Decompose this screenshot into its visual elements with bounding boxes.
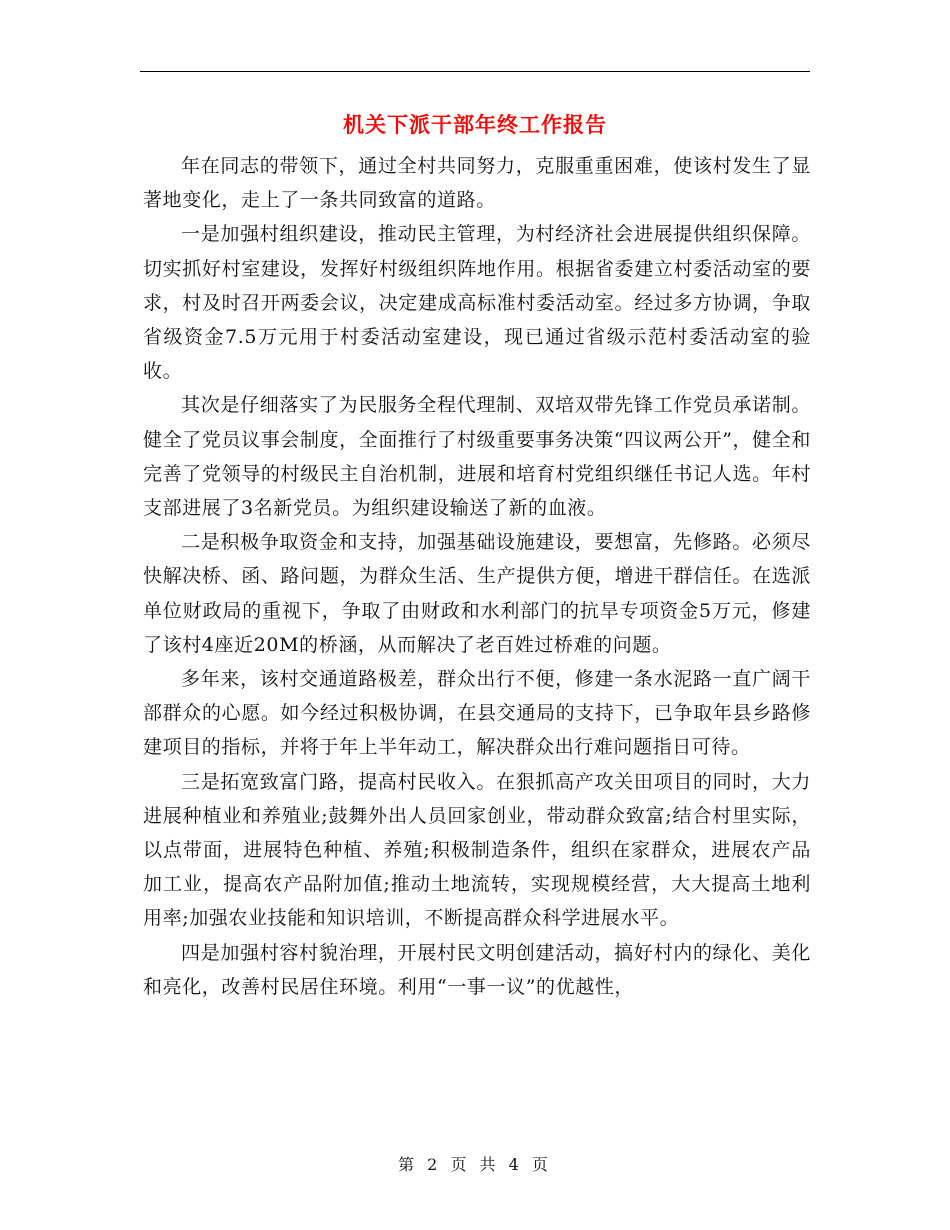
- paragraph-7: 四是加强村容村貌治理，开展村民文明创建活动，搞好村内的绿化、美化和亮化，改善村民居住环境。利用“一事一议”的优越性，: [143, 941, 811, 998]
- document-title: 机关下派干部年终工作报告: [343, 112, 607, 137]
- document-body: [143, 149, 811, 1004]
- paragraph-1: 年在同志的带领下，通过全村共同努力，克服重重困难，使该村发生了显著地变化，走上了一条共同致富的道路。: [143, 155, 811, 212]
- paragraph-6: 三是拓宽致富门路，提高村民收入。在狠抓高产攻关田项目的同时，大力进展种植业和养殖业;鼓舞外出人员回家创业，带动群众致富;结合村里实际，以点带面，进展特色种植、养殖;积极制造条件，组织在家群众，进展农产品加工业，提高农产品附加值;推动土地流转，实现规模经营，大大提高土地利用率;加强农业技能和知识培训，不断提高群众科学进展水平。: [143, 770, 811, 930]
- paragraph-3: 其次是仔细落实了为民服务全程代理制、双培双带先锋工作党员承诺制。健全了党员议事会制度，全面推行了村级重要事务决策“四议两公开”，健全和完善了党领导的村级民主自治机制，进展和培育村党组织继任书记人选。年村支部进展了3名新党员。为组织建设输送了新的血液。: [143, 394, 811, 520]
- header-rule: [140, 71, 810, 72]
- paragraph-2: 一是加强村组织建设，推动民主管理，为村经济社会进展提供组织保障。切实抓好村室建设，发挥好村级组织阵地作用。根据省委建立村委活动室的要求，村及时召开两委会议，决定建成高标准村委活动室。经过多方协调，争取省级资金7.5万元用于村委活动室建设，现已通过省级示范村委活动室的验收。: [143, 223, 811, 383]
- paragraph-5: 多年来，该村交通道路极差，群众出行不便，修建一条水泥路一直广阔干部群众的心愿。如今经过积极协调，在县交通局的支持下，已争取年县乡路修建项目的指标，并将于年上半年动工，解决群众出行难问题指日可待。: [143, 668, 811, 759]
- paragraph-4: 二是积极争取资金和支持，加强基础设施建设，要想富，先修路。必须尽快解决桥、函、路问题，为群众生活、生产提供方便，增进干群信任。在选派单位财政局的重视下，争取了由财政和水利部门的抗旱专项资金5万元，修建了该村4座近20M的桥涵，从而解决了老百姓过桥难的问题。: [143, 531, 811, 656]
- page-number-footer: 第 2 页 共 4 页: [398, 1155, 552, 1174]
